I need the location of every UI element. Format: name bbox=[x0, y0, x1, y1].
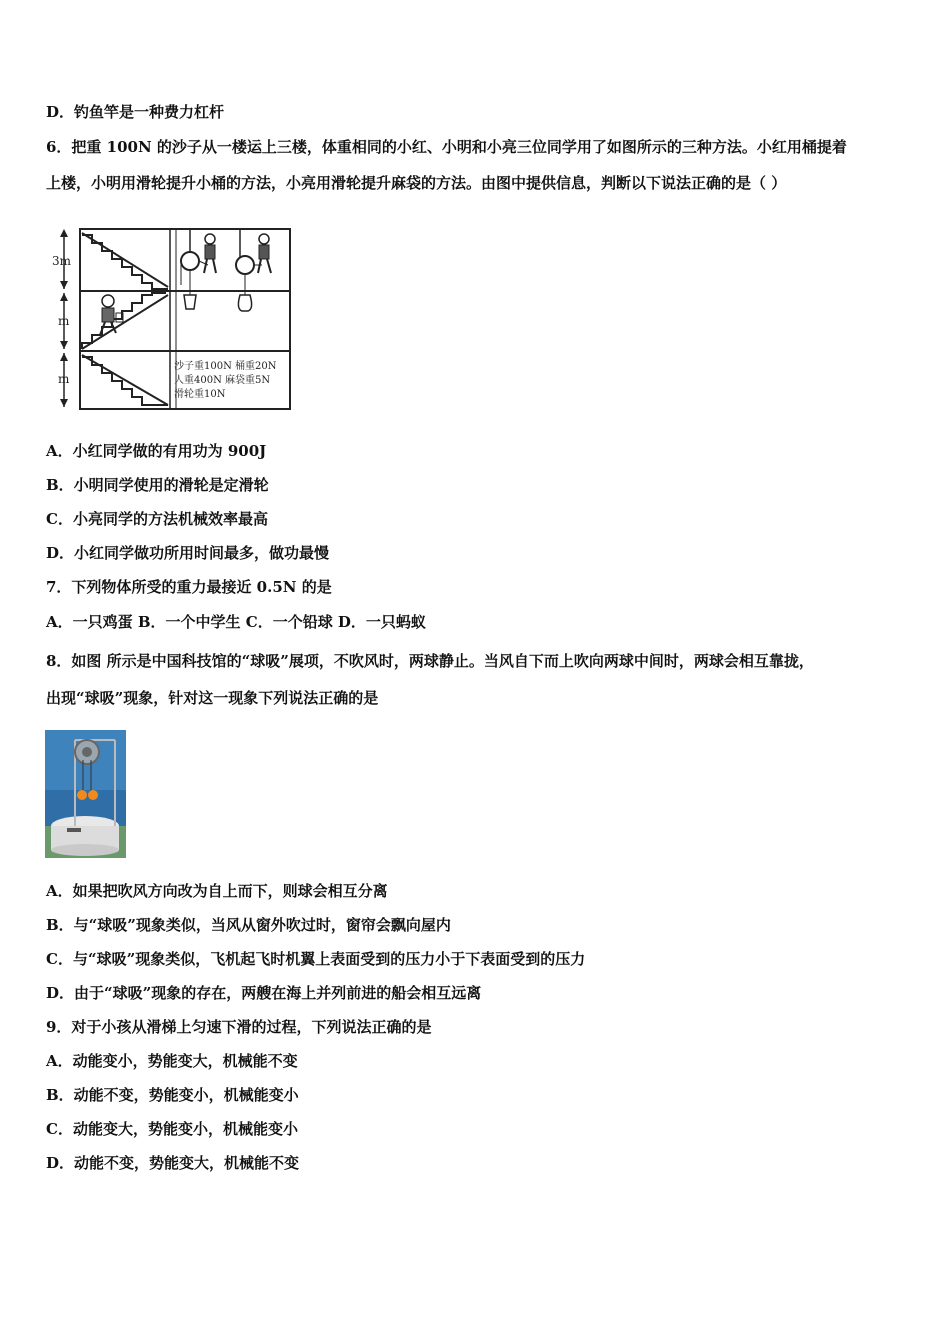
q5-option-d: D．钓鱼竿是一种费力杠杆 bbox=[46, 103, 225, 121]
q7-options: A．一只鸡蛋 B．一个中学生 C．一个铅球 D．一只蚂蚁 bbox=[46, 613, 426, 631]
q6-option-d: D．小红同学做功所用时间最多，做功最慢 bbox=[46, 544, 330, 562]
q9-option-c: C．动能变大，势能变小，机械能变小 bbox=[46, 1120, 298, 1138]
q8-stem-line-1: 8．如图 所示是中国科技馆的“球吸”展项，不吹风时，两球静止。当风自下而上吹向两球中间时，两球会相互靠拢， bbox=[46, 652, 814, 670]
q9-stem: 9．对于小孩从滑梯上匀速下滑的过程，下列说法正确的是 bbox=[46, 1018, 432, 1036]
height-label-bottom: m bbox=[58, 372, 70, 386]
info-line-1: 沙子重100N 桶重20N bbox=[174, 361, 277, 372]
q6-stem-line-1: 6．把重 100N 的沙子从一楼运上三楼，体重相同的小红、小明和小亮三位同学用了如图所示的三种方法。小红用桶提着 bbox=[46, 138, 847, 156]
q9-option-a: A．动能变小，势能变大，机械能不变 bbox=[46, 1052, 298, 1070]
q6-option-c: C．小亮同学的方法机械效率最高 bbox=[46, 510, 268, 528]
q8-option-d: D．由于“球吸”现象的存在，两艘在海上并列前进的船会相互远离 bbox=[46, 984, 482, 1002]
height-label-middle: m bbox=[58, 314, 70, 328]
info-line-2: 人重400N 麻袋重5N bbox=[174, 375, 271, 386]
q8-option-a: A．如果把吹风方向改为自上而下，则球会相互分离 bbox=[46, 882, 388, 900]
q7-stem: 7．下列物体所受的重力最接近 0.5N 的是 bbox=[46, 578, 332, 596]
q6-figure bbox=[50, 225, 310, 415]
q8-option-b: B．与“球吸”现象类似，当风从窗外吹过时，窗帘会飘向屋内 bbox=[46, 916, 451, 934]
q6-option-a: A．小红同学做的有用功为 900J bbox=[46, 442, 267, 460]
q9-option-b: B．动能不变，势能变小，机械能变小 bbox=[46, 1086, 299, 1104]
info-line-3: 滑轮重10N bbox=[174, 389, 226, 400]
q6-option-b: B．小明同学使用的滑轮是定滑轮 bbox=[46, 476, 269, 494]
height-label-top: 3m bbox=[52, 254, 72, 268]
ball-suction-photo bbox=[45, 730, 126, 858]
q8-option-c: C．与“球吸”现象类似，飞机起飞时机翼上表面受到的压力小于下表面受到的压力 bbox=[46, 950, 586, 968]
q6-stem-line-2: 上楼，小明用滑轮提升小桶的方法，小亮用滑轮提升麻袋的方法。由图中提供信息，判断以下说法正确的是（ ） bbox=[46, 174, 787, 192]
q9-option-d: D．动能不变，势能变大，机械能不变 bbox=[46, 1154, 300, 1172]
q8-stem-line-2: 出现“球吸”现象，针对这一现象下列说法正确的是 bbox=[46, 689, 379, 707]
